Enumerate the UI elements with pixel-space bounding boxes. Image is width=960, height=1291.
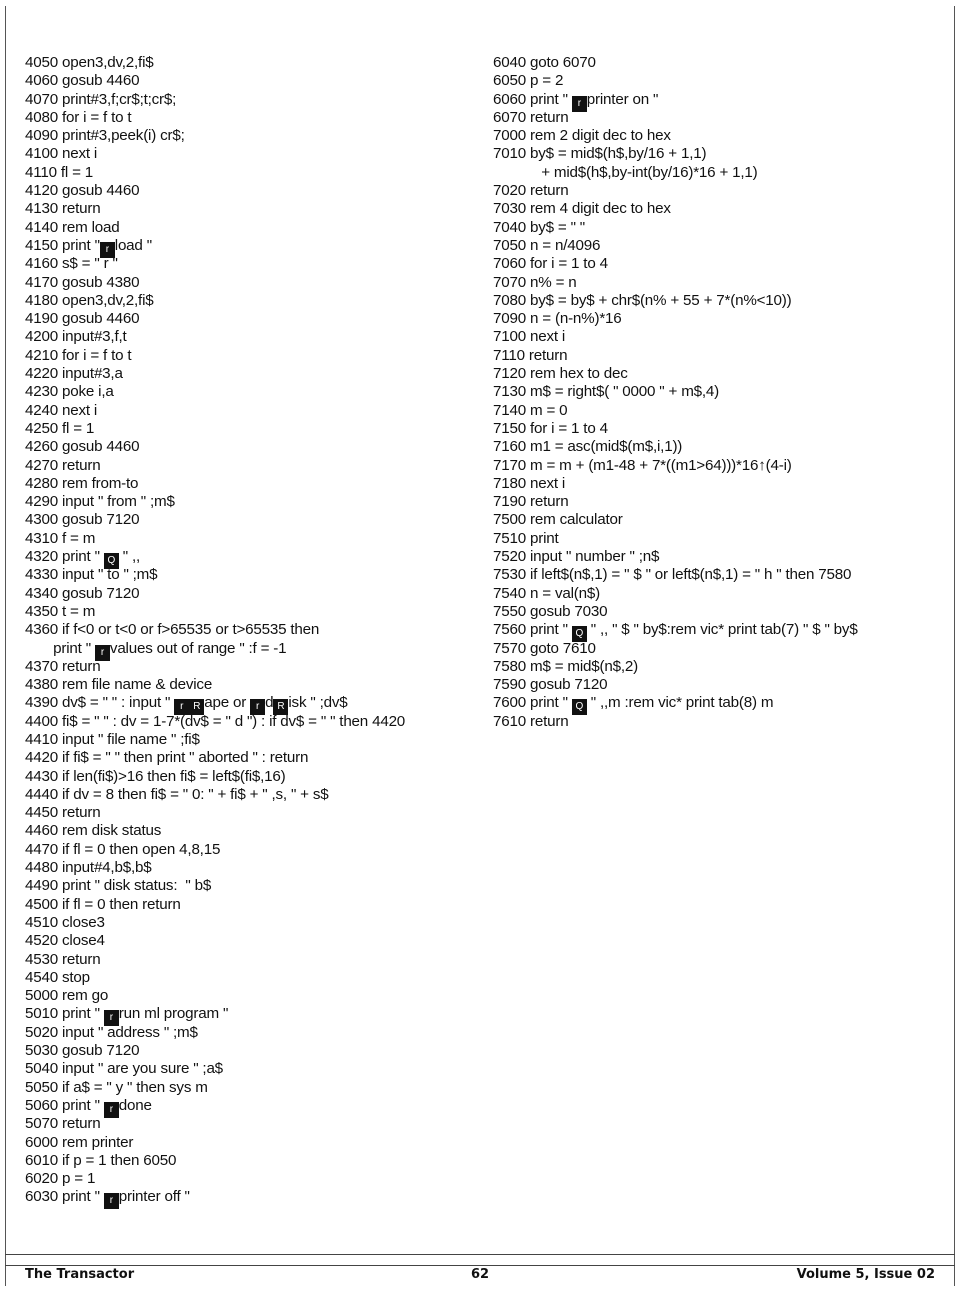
code-line (25, 658, 405, 676)
code-line (25, 91, 405, 109)
code-line (493, 72, 858, 90)
code-line (493, 200, 858, 218)
code-text: 7000 rem 2 digit dec to hex (493, 127, 671, 145)
code-text: load " (114, 236, 152, 254)
code-text: 7580 m$ = mid$(n$,2) (493, 657, 639, 675)
code-text: " ,,m :rem vic* print tab(8) m (586, 694, 774, 712)
footer-issue: Volume 5, Issue 02 (796, 1267, 935, 1282)
code-text: 4470 if fl = 0 then open 4,8,15 (25, 840, 221, 858)
code-line (25, 1042, 405, 1060)
reverse-control-char: r (572, 96, 587, 112)
footer-rule-top (5, 1254, 955, 1255)
code-text: print " (25, 639, 95, 657)
code-line (25, 713, 405, 731)
code-text: 4370 return (25, 657, 101, 675)
code-line (25, 292, 405, 310)
code-line (25, 328, 405, 346)
code-line (493, 475, 858, 493)
reverse-control-char: Q (104, 553, 119, 569)
code-text: 4540 stop (25, 968, 90, 986)
code-line (493, 603, 858, 621)
code-text: 6000 rem printer (25, 1133, 134, 1151)
code-line (25, 493, 405, 511)
code-text: 7590 gosub 7120 (493, 676, 608, 694)
code-text: 4450 return (25, 804, 101, 822)
code-text: 6010 if p = 1 then 6050 (25, 1151, 177, 1169)
code-line (493, 676, 858, 694)
code-line (493, 347, 858, 365)
code-line (493, 328, 858, 346)
code-line (25, 548, 405, 566)
code-text: 5050 if a$ = " y " then sys m (25, 1078, 208, 1096)
code-line (493, 511, 858, 529)
code-line (25, 530, 405, 548)
code-text: 7060 for i = 1 to 4 (493, 255, 608, 273)
code-text: 4530 return (25, 950, 101, 968)
code-line (493, 182, 858, 200)
code-text: 4190 gosub 4460 (25, 310, 140, 328)
code-text: " ,, " $ " by$:rem vic* print tab(7) " $ " by$ (586, 621, 858, 639)
code-text: 5060 print " (25, 1096, 104, 1114)
code-text: 4080 for i = f to t (25, 108, 132, 126)
code-line (25, 511, 405, 529)
code-line (25, 1188, 405, 1206)
code-line (25, 182, 405, 200)
code-line (493, 91, 858, 109)
code-text: 7500 rem calculator (493, 511, 623, 529)
code-text: 4410 input " file name " ;fi$ (25, 730, 200, 748)
code-text: 4130 return (25, 200, 101, 218)
code-text: 5000 rem go (25, 987, 109, 1005)
code-text: 4330 input " to " ;m$ (25, 566, 158, 584)
reverse-control-char: r (104, 1193, 119, 1209)
code-text: 7100 next i (493, 328, 566, 346)
code-line (25, 969, 405, 987)
code-text: 4060 gosub 4460 (25, 72, 140, 90)
code-text: 7610 return (493, 712, 569, 730)
code-line (493, 420, 858, 438)
code-line (493, 493, 858, 511)
code-text: 6050 p = 2 (493, 72, 564, 90)
code-text: 7600 print " (493, 694, 572, 712)
code-line (25, 822, 405, 840)
code-text: 4250 fl = 1 (25, 419, 95, 437)
code-text: 4270 return (25, 456, 101, 474)
code-text: 7570 goto 7610 (493, 639, 596, 657)
code-line (25, 200, 405, 218)
code-line (493, 109, 858, 127)
code-line (25, 1134, 405, 1152)
code-text: + mid$(h$,by-int(by/16)*16 + 1,1) (493, 163, 758, 181)
code-line (25, 1005, 405, 1023)
code-line (493, 566, 858, 584)
code-text: 7170 m = m + (m1-48 + 7*((m1>64)))*16↑(4-i) (493, 456, 792, 474)
code-text: 7040 by$ = " " (493, 218, 586, 236)
code-line (493, 585, 858, 603)
code-text: 4390 dv$ = " " : input " (25, 694, 175, 712)
code-line (25, 694, 405, 712)
code-line (25, 402, 405, 420)
code-line (493, 621, 858, 639)
listing-column-right (493, 54, 858, 731)
code-line (25, 987, 405, 1005)
code-text: 7550 gosub 7030 (493, 602, 608, 620)
code-text: 6060 print " (493, 90, 572, 108)
code-text: printer off " (118, 1188, 190, 1206)
code-text: 6070 return (493, 108, 569, 126)
code-text: 4320 print " (25, 548, 104, 566)
code-text: d (265, 694, 274, 712)
reverse-control-char: R (189, 699, 204, 715)
code-line (493, 383, 858, 401)
code-line (493, 219, 858, 237)
code-line (25, 1115, 405, 1133)
code-text: 4380 rem file name & device (25, 676, 213, 694)
code-text: 4230 poke i,a (25, 383, 114, 401)
code-text: 6040 goto 6070 (493, 54, 596, 71)
code-text: 7540 n = val(n$) (493, 584, 600, 602)
code-text: 4100 next i (25, 145, 98, 163)
code-text: 5020 input " address " ;m$ (25, 1023, 198, 1041)
code-text: ape or (204, 694, 251, 712)
code-line (493, 237, 858, 255)
code-text: 5030 gosub 7120 (25, 1042, 140, 1060)
code-text: 4180 open3,dv,2,fi$ (25, 291, 154, 309)
code-text: 7020 return (493, 182, 569, 200)
code-line (25, 54, 405, 72)
code-text: 7180 next i (493, 474, 566, 492)
code-text: 7560 print " (493, 621, 572, 639)
reverse-control-char: r (104, 1010, 119, 1026)
code-text: 4500 if fl = 0 then return (25, 895, 181, 913)
code-line (493, 274, 858, 292)
code-line (25, 676, 405, 694)
code-text: 4310 f = m (25, 529, 96, 547)
code-line (25, 310, 405, 328)
code-line (25, 457, 405, 475)
code-text: 4340 gosub 7120 (25, 584, 140, 602)
reverse-control-char: r (174, 699, 189, 715)
code-line (25, 145, 405, 163)
code-text: 7510 print (493, 529, 559, 547)
reverse-control-char: r (95, 645, 110, 661)
code-text: 4360 if f<0 or t<0 or f>65535 or t>65535 then (25, 621, 320, 639)
reverse-control-char: Q (572, 699, 587, 715)
code-line (25, 951, 405, 969)
code-text: 4160 s$ = " r " (25, 255, 118, 273)
code-text: 7140 m = 0 (493, 401, 568, 419)
code-text: 7080 by$ = by$ + chr$(n% + 55 + 7*(n%<10)) (493, 291, 792, 309)
code-text: isk " ;dv$ (288, 694, 348, 712)
code-text: 7160 m1 = asc(mid$(m$,i,1)) (493, 438, 683, 456)
code-text: 4290 input " from " ;m$ (25, 493, 175, 511)
code-line (25, 237, 405, 255)
code-text: " ,, (118, 548, 141, 566)
code-line (25, 640, 405, 658)
code-text: 7130 m$ = right$( " 0000 " + m$,4) (493, 383, 720, 401)
code-line (25, 603, 405, 621)
code-line (25, 932, 405, 950)
code-line (25, 859, 405, 877)
code-text: 4480 input#4,b$,b$ (25, 859, 152, 877)
code-line (493, 402, 858, 420)
code-text: 4300 gosub 7120 (25, 511, 140, 529)
listing-column-left (25, 54, 405, 1207)
code-text: 4240 next i (25, 401, 98, 419)
code-text: 7050 n = n/4096 (493, 236, 601, 254)
code-text: 4440 if dv = 8 then fi$ = " 0: " + fi$ + " ,s, " + s$ (25, 785, 329, 803)
code-text: done (118, 1096, 152, 1114)
code-line (493, 292, 858, 310)
code-line (25, 585, 405, 603)
code-line (25, 365, 405, 383)
code-line (493, 658, 858, 676)
code-line (25, 768, 405, 786)
code-text: 7090 n = (n-n%)*16 (493, 310, 622, 328)
code-line (493, 127, 858, 145)
code-text: 4150 print " (25, 236, 100, 254)
code-line (25, 274, 405, 292)
code-line (25, 877, 405, 895)
code-text: 4220 input#3,a (25, 365, 123, 383)
code-line (493, 694, 858, 712)
code-line (25, 420, 405, 438)
code-text: 7520 input " number " ;n$ (493, 548, 660, 566)
footer-page-number: 62 (471, 1267, 490, 1282)
code-text: 4200 input#3,f,t (25, 328, 127, 346)
code-text: 7120 rem hex to dec (493, 365, 628, 383)
code-line (493, 548, 858, 566)
code-line (25, 347, 405, 365)
code-line (25, 1097, 405, 1115)
reverse-control-char: Q (572, 626, 587, 642)
reverse-control-char: R (273, 699, 288, 715)
code-line (493, 713, 858, 731)
code-line (25, 438, 405, 456)
code-line (25, 621, 405, 639)
code-text: 4210 for i = f to t (25, 346, 132, 364)
code-text: 4140 rem load (25, 218, 120, 236)
code-line (25, 72, 405, 90)
reverse-control-char: r (100, 242, 115, 258)
page-footer (5, 1266, 955, 1284)
code-text: 7070 n% = n (493, 273, 577, 291)
code-text: 4400 fi$ = " " : dv = 1-7*(dv$ = " d ") : if dv$ = " " then 4420 (25, 712, 406, 730)
code-line (25, 896, 405, 914)
code-line (493, 54, 858, 72)
code-text: 7030 rem 4 digit dec to hex (493, 200, 671, 218)
code-line (25, 475, 405, 493)
code-text: 4430 if len(fi$)>16 then fi$ = left$(fi$,16) (25, 767, 286, 785)
code-line (25, 1170, 405, 1188)
code-text: 7530 if left$(n$,1) = " $ " or left$(n$,1) = " h " then 7580 (493, 566, 852, 584)
reverse-control-char: r (104, 1102, 119, 1118)
code-text: 4280 rem from-to (25, 474, 139, 492)
code-text: 6030 print " (25, 1188, 104, 1206)
code-line (25, 219, 405, 237)
code-line (25, 255, 405, 273)
code-line (25, 164, 405, 182)
code-line (25, 383, 405, 401)
code-text: 4170 gosub 4380 (25, 273, 140, 291)
code-line (493, 530, 858, 548)
code-text: 7010 by$ = mid$(h$,by/16 + 1,1) (493, 145, 707, 163)
code-line (25, 109, 405, 127)
code-text: values out of range " :f = -1 (109, 639, 287, 657)
code-line (25, 566, 405, 584)
code-text: 4460 rem disk status (25, 822, 162, 840)
code-text: 5070 return (25, 1115, 101, 1133)
code-text: 7150 for i = 1 to 4 (493, 419, 608, 437)
code-line (493, 438, 858, 456)
code-text: printer on " (586, 90, 659, 108)
code-line (25, 804, 405, 822)
code-line (25, 1152, 405, 1170)
code-line (493, 164, 858, 182)
footer-publication: The Transactor (25, 1267, 135, 1282)
code-text: 4090 print#3,peek(i) cr$; (25, 127, 185, 145)
code-text: 4420 if fi$ = " " then print " aborted " : return (25, 749, 309, 767)
code-line (25, 1024, 405, 1042)
code-line (25, 749, 405, 767)
code-line (25, 786, 405, 804)
code-text: 7190 return (493, 493, 569, 511)
code-text: 4070 print#3,f;cr$;t;cr$; (25, 90, 177, 108)
code-line (25, 1079, 405, 1097)
code-line (493, 255, 858, 273)
code-text: run ml program " (118, 1005, 229, 1023)
code-line (25, 841, 405, 859)
code-line (25, 914, 405, 932)
code-line (25, 127, 405, 145)
code-line (25, 1060, 405, 1078)
code-text: 4110 fl = 1 (25, 163, 94, 181)
code-text: 7110 return (493, 346, 568, 364)
code-text: 4050 open3,dv,2,fi$ (25, 54, 154, 71)
code-line (25, 731, 405, 749)
code-line (493, 310, 858, 328)
code-text: 5010 print " (25, 1005, 104, 1023)
code-line (493, 457, 858, 475)
code-line (493, 365, 858, 383)
code-text: 4490 print " disk status: " b$ (25, 877, 212, 895)
code-line (493, 640, 858, 658)
code-text: 4350 t = m (25, 602, 96, 620)
code-text: 4260 gosub 4460 (25, 438, 140, 456)
code-text: 5040 input " are you sure " ;a$ (25, 1060, 223, 1078)
code-text: 4510 close3 (25, 913, 105, 931)
code-text: 4120 gosub 4460 (25, 182, 140, 200)
reverse-control-char: r (250, 699, 265, 715)
code-line (493, 145, 858, 163)
code-text: 4520 close4 (25, 932, 105, 950)
code-text: 6020 p = 1 (25, 1170, 96, 1188)
